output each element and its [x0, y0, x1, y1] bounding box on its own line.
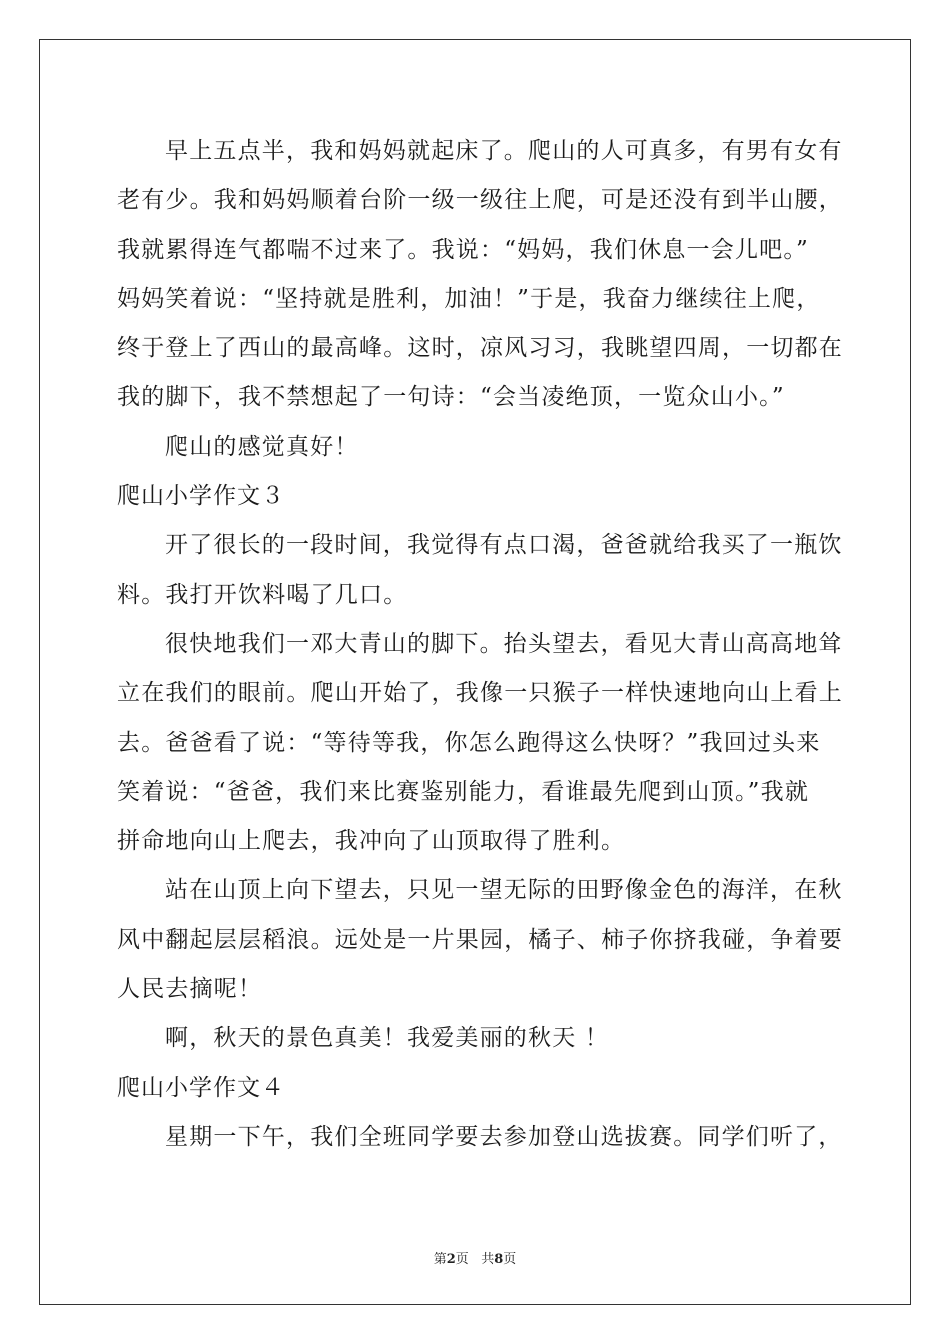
- text-line: 妈妈笑着说：“坚持就是胜利，加油！”于是，我奋力继续往上爬，: [117, 285, 821, 312]
- text-line: 我的脚下，我不禁想起了一句诗：“会当凌绝顶，一览众山小。”: [117, 384, 785, 411]
- footer-page-suffix: 页: [455, 1252, 469, 1267]
- page-footer: [0, 1248, 950, 1267]
- text-line: 风中翻起层层稻浪。远处是一片果园，橘子、柿子你挤我碰，争着要: [117, 926, 843, 953]
- text-line: 我就累得连气都喘不过来了。我说：“妈妈，我们休息一会儿吧。”: [117, 236, 810, 263]
- text-line: 拼命地向山上爬去，我冲向了山顶取得了胜利。: [117, 828, 626, 855]
- text-line: 啊，秋天的景色真美！我爱美丽的秋天 ！: [165, 1025, 610, 1052]
- text-line: 星期一下午，我们全班同学要去参加登山选拔赛。同学们听了，: [165, 1123, 843, 1150]
- footer-total-pages: 8: [494, 1252, 504, 1267]
- text-line: 老有少。我和妈妈顺着台阶一级一级往上爬，可是还没有到半山腰，: [117, 187, 843, 214]
- document-body: [117, 127, 843, 1162]
- text-line: 开了很长的一段时间，我觉得有点口渴，爸爸就给我买了一瓶饮: [165, 532, 843, 559]
- text-line: 站在山顶上向下望去，只见一望无际的田野像金色的海洋，在秋: [165, 877, 843, 904]
- text-line: 人民去摘呢！: [117, 976, 263, 1003]
- text-line: 立在我们的眼前。爬山开始了，我像一只猴子一样快速地向山上看上: [117, 680, 843, 707]
- text-line: 很快地我们一邓大青山的脚下。抬头望去，看见大青山高高地耸: [165, 630, 843, 657]
- text-line: 爬山的感觉真好！: [165, 433, 359, 460]
- footer-total-prefix: 共: [481, 1252, 495, 1267]
- footer-prefix: 第: [433, 1252, 447, 1267]
- footer-total-suffix: 页: [503, 1252, 517, 1267]
- text-line: 终于登上了西山的最高峰。这时，凉风习习，我眺望四周，一切都在: [117, 335, 843, 362]
- section-heading: 爬山小学作文４: [117, 1074, 285, 1101]
- text-line: 早上五点半，我和妈妈就起床了。爬山的人可真多，有男有女有: [165, 138, 843, 164]
- text-line: 料。我打开饮料喝了几口。: [117, 581, 408, 608]
- footer-page-number: 2: [446, 1252, 456, 1267]
- text-line: 笑着说：“爸爸，我们来比赛鉴别能力，看谁最先爬到山顶。”我就: [117, 778, 810, 805]
- text-line: 去。爸爸看了说：“等待等我，你怎么跑得这么快呀？”我回过头来: [117, 729, 821, 756]
- section-heading: 爬山小学作文３: [117, 483, 285, 510]
